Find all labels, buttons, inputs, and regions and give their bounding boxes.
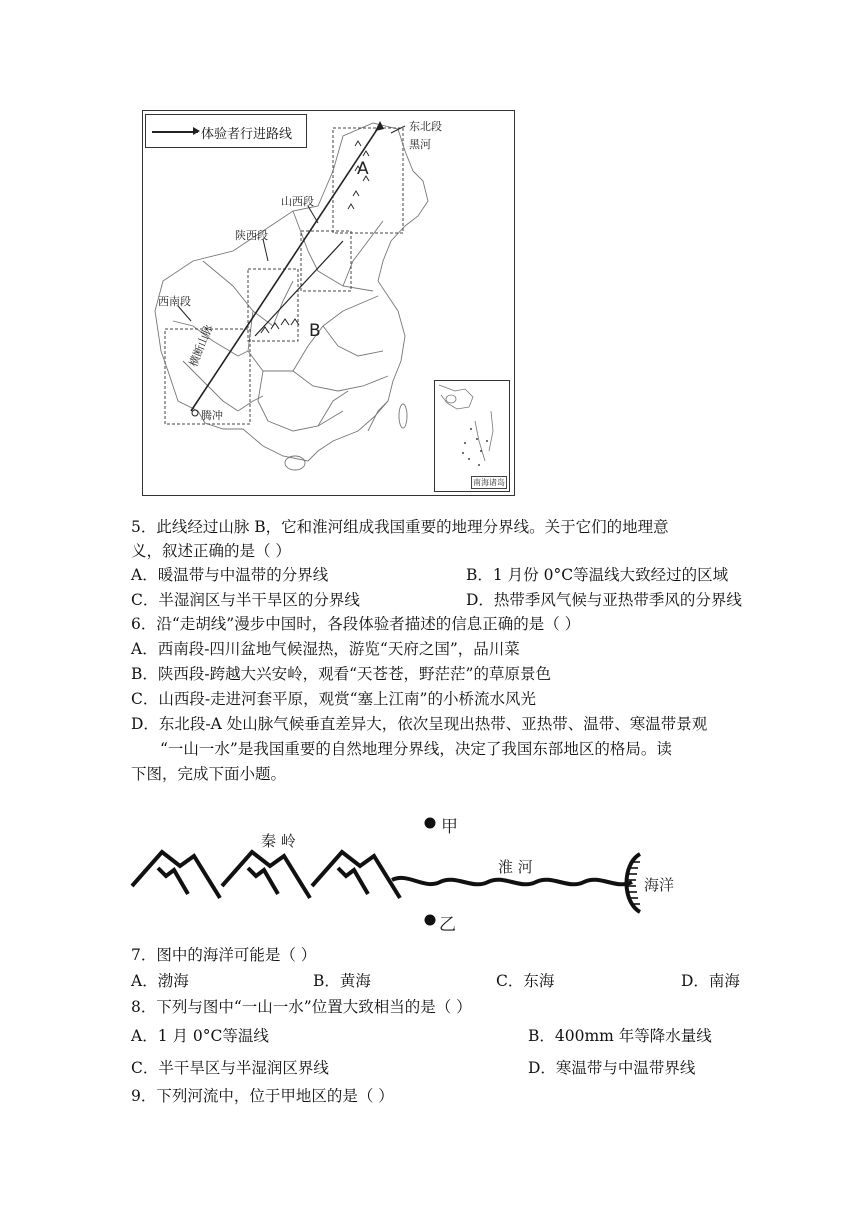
q8-option-c: C．半干旱区与半湿润区界线 (131, 1059, 329, 1077)
q7-option-d: D．南海 (681, 972, 740, 990)
q5-stem-line1: 5．此线经过山脉 B，它和淮河组成我国重要的地理分界线。关于它们的地理意 (131, 518, 669, 536)
q6-option-a: A．西南段-四川盆地气候湿热，游览“天府之国”，品川菜 (131, 640, 520, 658)
q6-option-c: C．山西段-走进河套平原，观赏“塞上江南”的小桥流水风光 (131, 690, 536, 708)
diagram-label-ocean: 海洋 (644, 876, 675, 894)
label-point-a: A (357, 159, 369, 179)
diagram-label-huaihe: 淮 河 (498, 858, 533, 876)
q5-option-d: D．热带季风气候与亚热带季风的分界线 (466, 591, 742, 609)
label-shanxi: 山西段 (281, 195, 314, 208)
label-hengduan: 横断山脉 (186, 322, 216, 369)
q8-option-d: D．寒温带与中温带界线 (528, 1059, 696, 1077)
label-northeast: 东北段 (409, 120, 442, 133)
label-southwest: 西南段 (158, 295, 191, 308)
q7-option-b: B．黄海 (313, 972, 371, 990)
route-line-symbol (152, 131, 198, 133)
legend-label: 体验者行进路线 (201, 127, 293, 142)
china-map-figure (142, 110, 515, 496)
south-china-sea-inset (434, 380, 510, 492)
diagram-label-qinling: 秦 岭 (261, 832, 296, 850)
q6-stem: 6．沿“走胡线”漫步中国时，各段体验者描述的信息正确的是（ ） (131, 615, 581, 633)
q5-option-c: C．半湿润区与半干旱区的分界线 (131, 591, 360, 609)
q5-stem-line2: 义，叙述正确的是（ ） (131, 542, 291, 560)
q8-option-b: B．400mm 年等降水量线 (528, 1027, 712, 1045)
diagram-label-jia: 甲 (441, 817, 458, 837)
q6-option-d: D．东北段-A 处山脉气候垂直差异大，依次呈现出热带、亚热带、温带、寒温带景观 (131, 715, 708, 733)
q8-stem: 8．下列与图中“一山一水”位置大致相当的是（ ） (131, 998, 472, 1016)
label-shaanxi: 陕西段 (235, 229, 268, 242)
inset-label: 南海诸岛 (473, 478, 505, 487)
label-tengchong: 腾冲 (201, 409, 223, 422)
q7-stem: 7．图中的海洋可能是（ ） (131, 946, 317, 964)
intro-line1: “一山一水”是我国重要的自然地理分界线，决定了我国东部地区的格局。读 (160, 740, 672, 758)
q6-option-b: B．陕西段-跨越大兴安岭，观看“天苍苍，野茫茫”的草原景色 (131, 665, 551, 683)
diagram-drawing (128, 806, 688, 936)
label-point-b: B (309, 321, 321, 341)
q5-option-a: A．暖温带与中温带的分界线 (131, 566, 329, 584)
q7-option-a: A．渤海 (131, 972, 189, 990)
label-heihe: 黑河 (409, 138, 431, 151)
q5-option-b: B．1 月份 0°C等温线大致经过的区域 (466, 566, 729, 584)
diagram-label-yi: 乙 (439, 915, 456, 935)
map-legend (145, 114, 307, 148)
qinling-huaihe-diagram (128, 806, 688, 936)
q7-option-c: C．东海 (496, 972, 555, 990)
q9-stem: 9．下列河流中，位于甲地区的是（ ） (131, 1087, 394, 1105)
intro-line2: 下图，完成下面小题。 (131, 765, 287, 783)
q8-option-a: A．1 月 0°C等温线 (131, 1027, 269, 1045)
